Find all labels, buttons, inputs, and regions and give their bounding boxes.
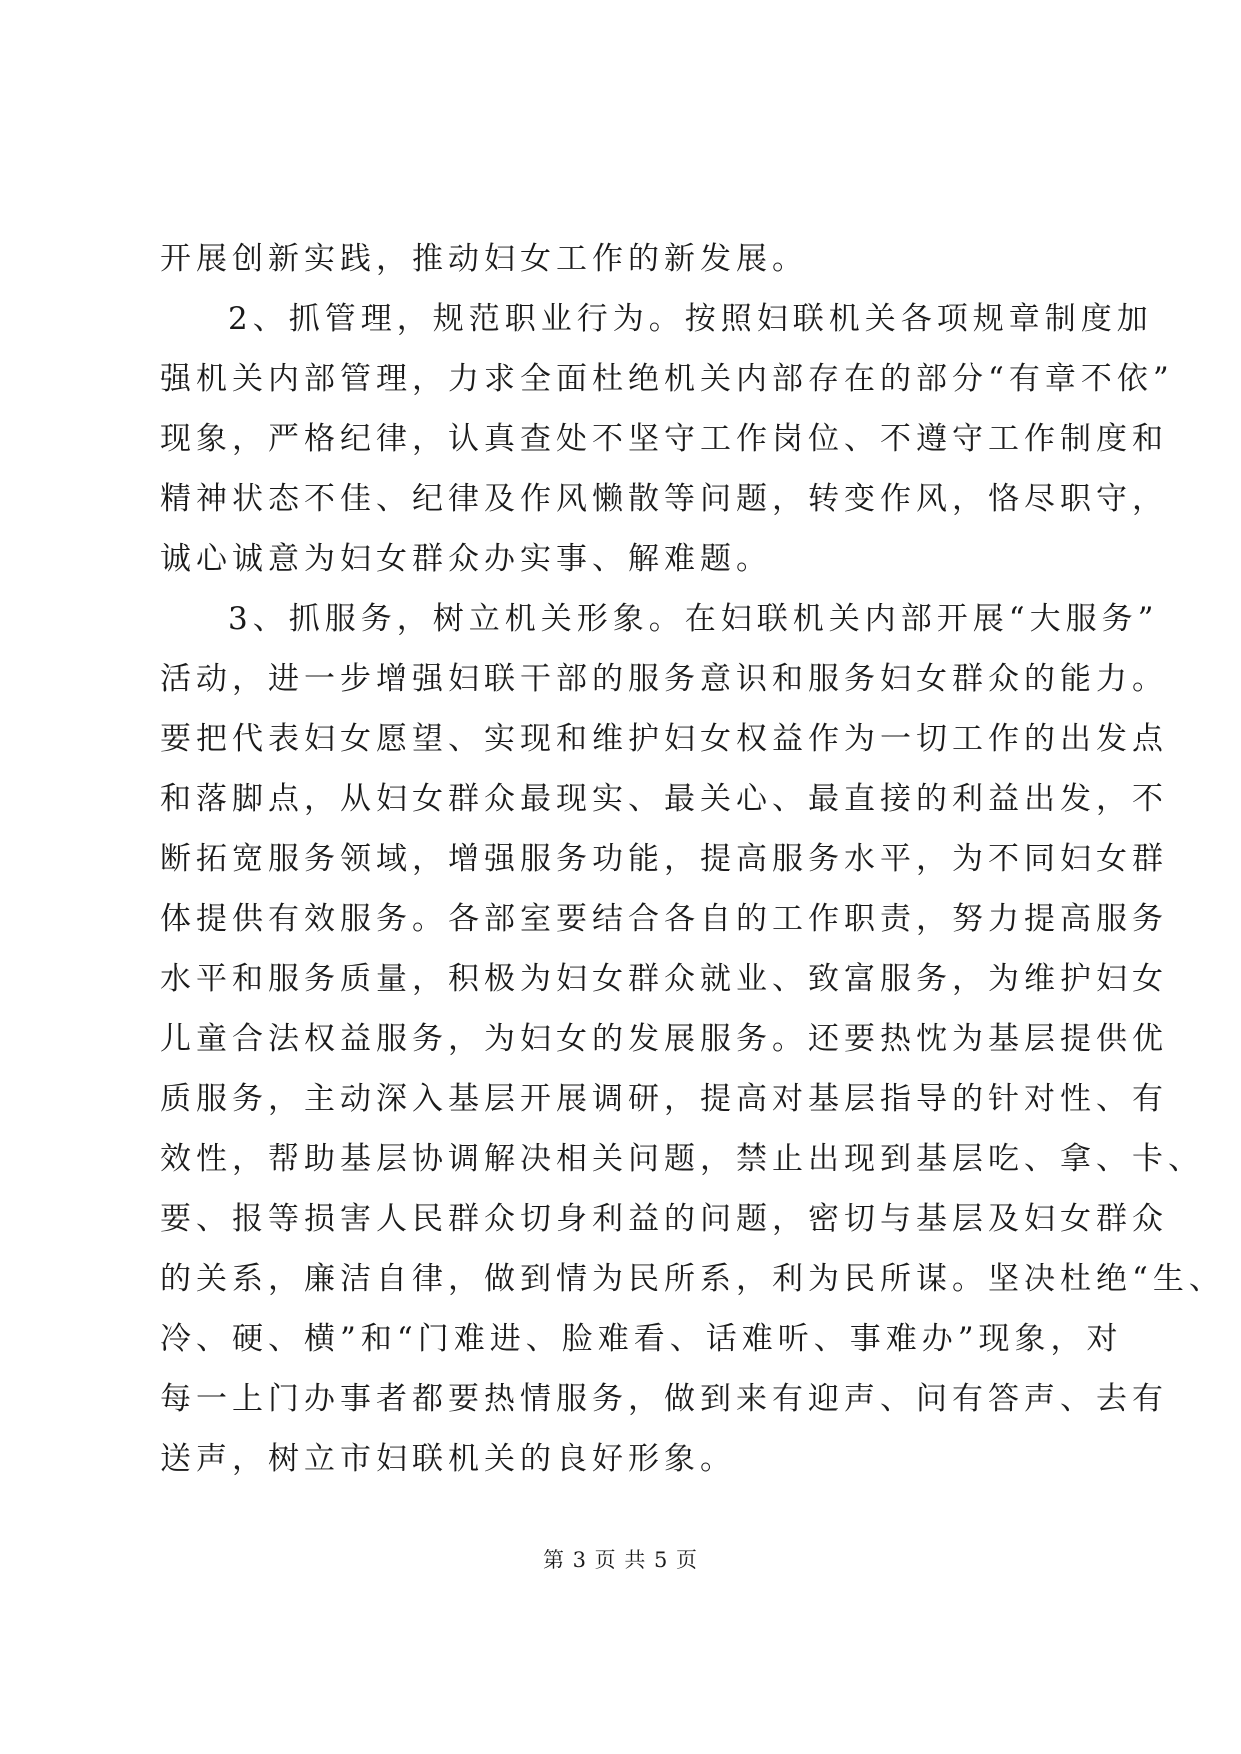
text-line: 要、报等损害人民群众切身利益的问题，密切与基层及妇女群众 <box>160 1201 1168 1237</box>
text-line: 现象，严格纪律，认真查处不坚守工作岗位、不遵守工作制度和 <box>160 421 1168 457</box>
text-line: 诚心诚意为妇女群众办实事、解难题。 <box>160 541 772 577</box>
text-line: 每一上门办事者都要热情服务，做到来有迎声、问有答声、去有 <box>160 1381 1168 1417</box>
document-body <box>160 229 1225 1489</box>
text-line: 体提供有效服务。各部室要结合各自的工作职责，努力提高服务 <box>160 901 1168 937</box>
text-line: 开展创新实践，推动妇女工作的新发展。 <box>160 241 808 277</box>
text-line: 2、抓管理，规范职业行为。按照妇联机关各项规章制度加 <box>228 301 1153 337</box>
page-number-footer: 第 3 页 共 5 页 <box>542 1548 699 1572</box>
text-line: 要把代表妇女愿望、实现和维护妇女权益作为一切工作的出发点 <box>160 721 1168 757</box>
text-line: 效性，帮助基层协调解决相关问题，禁止出现到基层吃、拿、卡、 <box>160 1141 1204 1177</box>
text-line: 质服务，主动深入基层开展调研，提高对基层指导的针对性、有 <box>160 1081 1168 1117</box>
text-line: 儿童合法权益服务，为妇女的发展服务。还要热忱为基层提供优 <box>160 1021 1168 1057</box>
text-line: 送声，树立市妇联机关的良好形象。 <box>160 1441 736 1477</box>
text-line: 和落脚点，从妇女群众最现实、最关心、最直接的利益出发，不 <box>160 781 1168 817</box>
text-line: 水平和服务质量，积极为妇女群众就业、致富服务，为维护妇女 <box>160 961 1168 997</box>
text-line: 精神状态不佳、纪律及作风懒散等问题，转变作风，恪尽职守， <box>160 481 1168 517</box>
text-line: 断拓宽服务领域，增强服务功能，提高服务水平，为不同妇女群 <box>160 841 1168 877</box>
text-line: 冷、硬、横”和“门难进、脸难看、话难听、事难办”现象，对 <box>160 1321 1123 1357</box>
text-line: 强机关内部管理，力求全面杜绝机关内部存在的部分“有章不依” <box>160 361 1174 397</box>
text-line: 3、抓服务，树立机关形象。在妇联机关内部开展“大服务” <box>228 601 1159 637</box>
text-line: 活动，进一步增强妇联干部的服务意识和服务妇女群众的能力。 <box>160 661 1168 697</box>
text-line: 的关系，廉洁自律，做到情为民所系，利为民所谋。坚决杜绝“生、 <box>160 1261 1225 1297</box>
